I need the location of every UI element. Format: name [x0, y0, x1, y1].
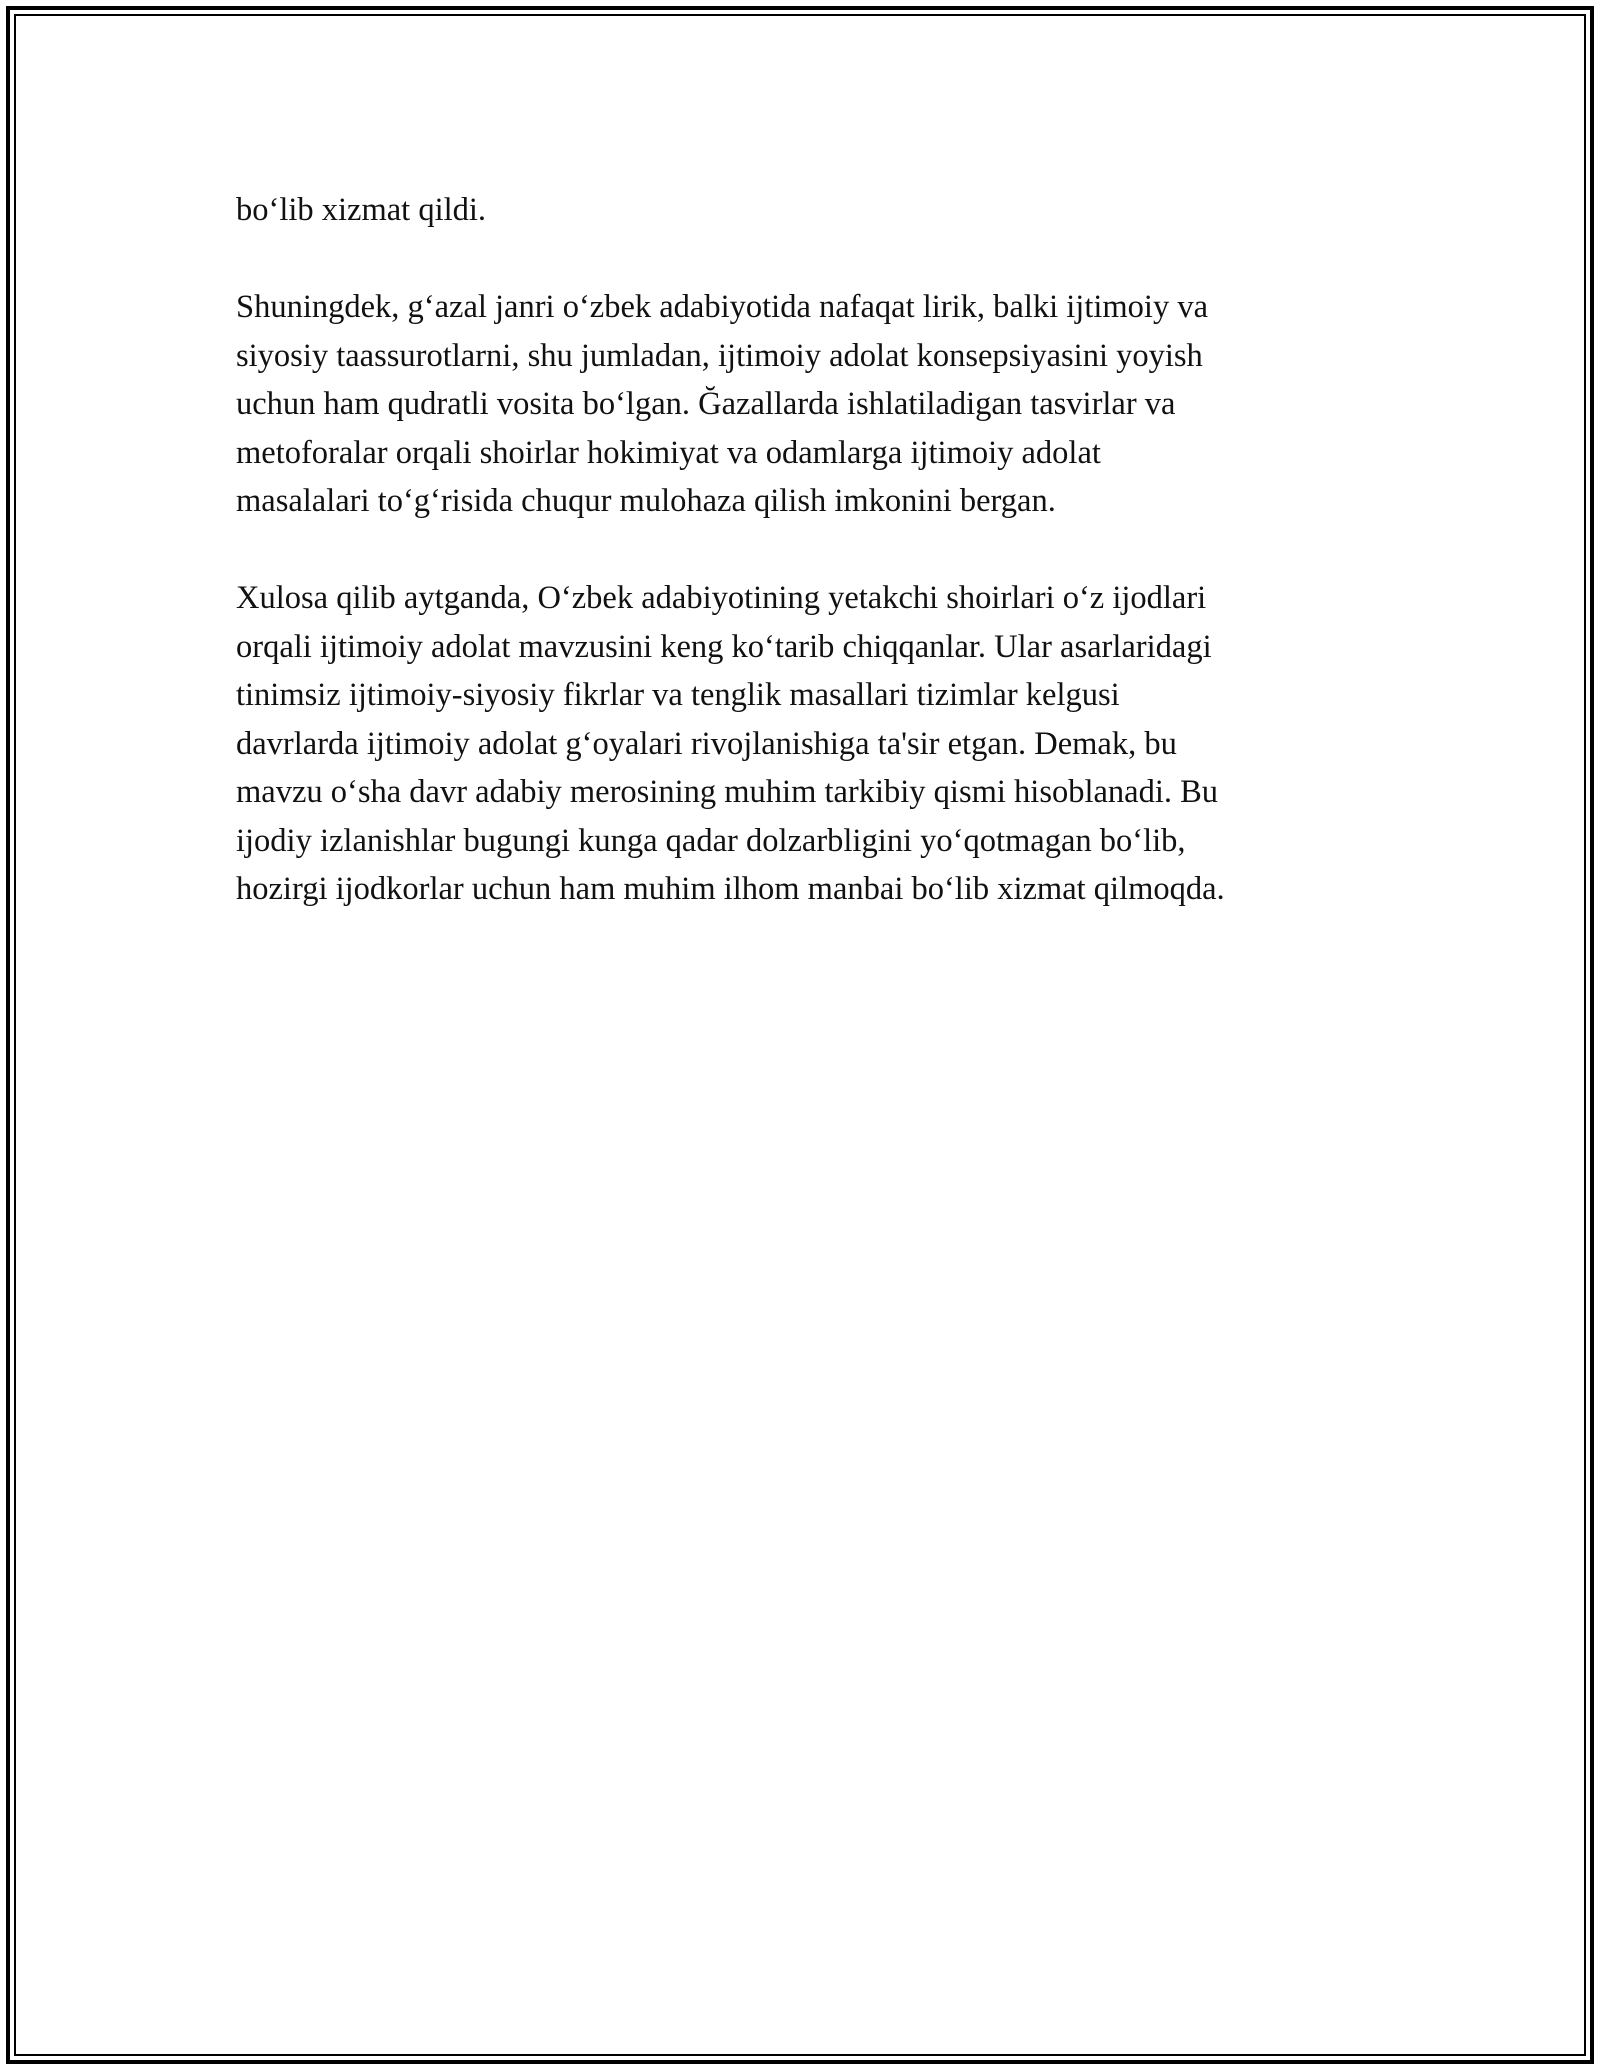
text-line: uchun ham qudratli vosita bo‘lgan. Ğazallarda ishlatiladigan tasvirlar va: [236, 386, 1176, 422]
paragraph-continuation: [236, 186, 1366, 235]
text-line: metoforalar orqali shoirlar hokimiyat va odamlarga ijtimoiy adolat: [236, 434, 1101, 471]
document-body: [236, 186, 1366, 962]
text-line: davrlarda ijtimoiy adolat g‘oyalari rivojlanishiga ta'sir etgan. Demak, bu: [236, 725, 1177, 762]
text-line: orqali ijtimoiy adolat mavzusini keng ko‘tarib chiqqanlar. Ular asarlaridagi: [236, 628, 1212, 665]
paragraph-conclusion: [236, 574, 1366, 914]
paragraph-gazal-genre: [236, 283, 1366, 526]
text-line: mavzu o‘sha davr adabiy merosining muhim tarkibiy qismi hisoblanadi. Bu: [236, 774, 1219, 810]
text-line: masalalari to‘g‘risida chuqur mulohaza qilish imkonini bergan.: [236, 483, 1056, 519]
text-line: Xulosa qilib aytganda, O‘zbek adabiyotining yetakchi shoirlari o‘z ijodlari: [236, 580, 1207, 616]
text-line: hozirgi ijodkorlar uchun ham muhim ilhom manbai bo‘lib xizmat qilmoqda.: [236, 871, 1225, 907]
text-line: ijodiy izlanishlar bugungi kunga qadar dolzarbligini yo‘qotmagan bo‘lib,: [236, 822, 1186, 859]
text-line: Shuningdek, g‘azal janri o‘zbek adabiyotida nafaqat lirik, balki ijtimoiy va: [236, 289, 1209, 325]
text-line: siyosiy taassurotlarni, shu jumladan, ijtimoiy adolat konsepsiyasini yoyish: [236, 337, 1203, 374]
text-line: bo‘lib xizmat qildi.: [236, 192, 487, 228]
text-line: tinimsiz ijtimoiy-siyosiy fikrlar va tenglik masallari tizimlar kelgusi: [236, 677, 1120, 713]
